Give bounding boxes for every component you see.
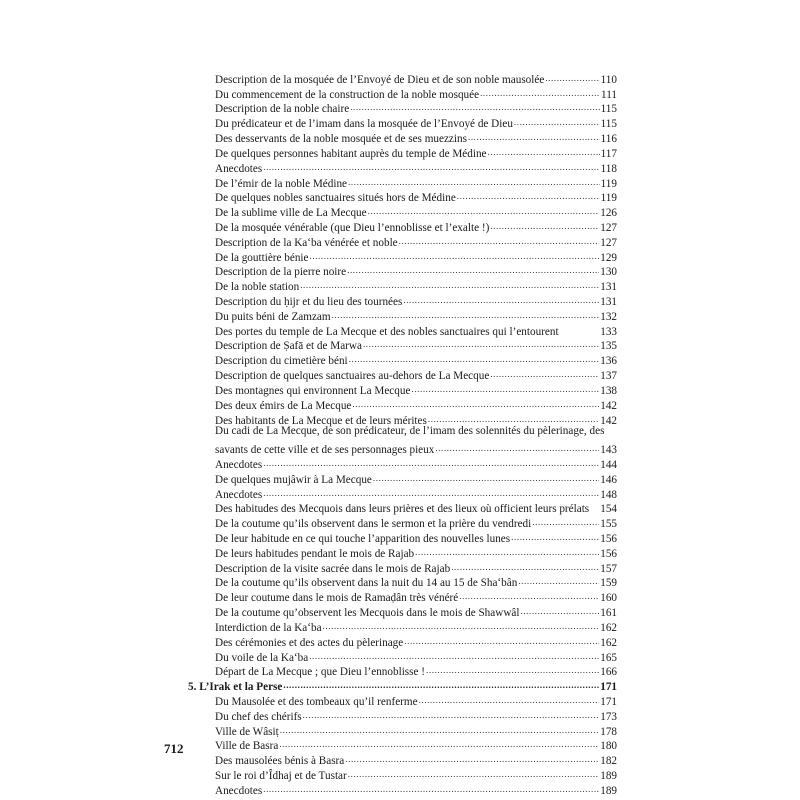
toc-entry-page: 131 xyxy=(600,296,617,308)
toc-entry-title: De la coutume qu’ils observent dans la nuit du 14 au 15 de Sha‘bân xyxy=(215,577,518,590)
toc-entry-title: Départ de La Mecque ; que Dieu l’ennoblisse ! xyxy=(215,666,426,679)
toc-entry-title: Des deux émirs de La Mecque xyxy=(215,399,352,412)
toc-entry-page: 142 xyxy=(600,399,617,412)
toc-entry-page: 161 xyxy=(600,607,617,620)
leader-dots xyxy=(428,409,599,424)
toc-entry-title: Description de la visite sacrée dans le mois de Rajab xyxy=(215,562,451,575)
leader-dots xyxy=(263,779,599,794)
leader-dots xyxy=(348,764,599,779)
toc-entry-page: 182 xyxy=(600,755,617,768)
toc-entry-page: 144 xyxy=(600,458,617,471)
toc-entry-title: Du chef des chérifs xyxy=(215,710,302,723)
leader-dots xyxy=(347,261,599,276)
toc-entry-page: 189 xyxy=(600,784,617,797)
toc-entry-page: 173 xyxy=(600,710,617,723)
toc-entry-title: Des desservants de la noble mosquée et de ses muezzins xyxy=(215,133,467,146)
leader-dots xyxy=(451,557,599,572)
toc-entry-page: 156 xyxy=(600,547,617,560)
toc-entry-title: Sur le roi d’Îdhaj et de Tustar xyxy=(215,770,347,782)
toc-entry-page: 132 xyxy=(600,310,617,323)
leader-dots xyxy=(520,601,599,616)
toc-entry-page: 146 xyxy=(600,473,617,486)
leader-dots xyxy=(514,112,600,127)
toc-entry-title: Interdiction de la Ka‘ba xyxy=(215,621,322,634)
leader-dots xyxy=(518,572,599,587)
leader-dots xyxy=(457,187,600,202)
toc-entry-page: 189 xyxy=(600,770,617,782)
toc-entry-page: 115 xyxy=(600,118,617,131)
toc-section-title: 5. L’Irak et la Perse xyxy=(188,681,283,694)
toc-entry-page: 117 xyxy=(600,147,617,160)
toc-entry-title: Des montagnes qui environnent La Mecque xyxy=(215,384,411,397)
toc-entry-title: De quelques mujâwir à La Mecque xyxy=(215,473,372,486)
toc-entry-title: Des habitudes des Mecquois dans leurs prières et des lieux où officient leurs prélats xyxy=(215,503,590,516)
leader-dots xyxy=(459,586,599,601)
leader-dots xyxy=(532,512,599,527)
toc-entry-page: 127 xyxy=(600,236,617,249)
leader-dots xyxy=(468,127,600,142)
leader-dots xyxy=(348,172,600,187)
toc-entry-page: 111 xyxy=(601,88,617,101)
leader-dots xyxy=(303,705,600,720)
toc-entry-page: 127 xyxy=(600,221,617,234)
toc-entry-title: Anecdotes xyxy=(215,488,263,501)
toc-entry-page: 133 xyxy=(600,325,617,338)
toc-entry-page: 130 xyxy=(600,266,617,279)
leader-dots xyxy=(480,83,600,98)
toc-entry-page: 119 xyxy=(600,177,617,190)
leader-dots xyxy=(300,275,599,290)
toc-entry-page: 171 xyxy=(600,695,617,708)
leader-dots xyxy=(399,231,600,246)
toc-entry-page: 180 xyxy=(600,740,617,753)
leader-dots xyxy=(349,349,600,364)
toc-entry-title: De leur habitude en ce qui touche l’apparition des nouvelles lunes xyxy=(215,533,511,545)
toc-entry-page: 119 xyxy=(600,192,617,205)
toc-entry-title: De quelques personnes habitant auprès du temple de Médine xyxy=(215,147,487,160)
leader-dots xyxy=(350,98,599,113)
toc-entry-title: Description de Ṣafā et de Marwa xyxy=(215,340,362,353)
toc-entry-page: 166 xyxy=(600,666,617,679)
toc-entry-title: Des mausolées bénis à Basra xyxy=(215,755,345,768)
leader-dots xyxy=(373,468,599,483)
toc-entry-page: 160 xyxy=(600,592,617,605)
toc-entry-title: Description de la pierre noire xyxy=(215,266,347,279)
leader-dots xyxy=(404,631,599,646)
leader-dots xyxy=(263,453,599,468)
toc-entry-wrapped xyxy=(188,424,617,457)
toc-entry-title: Des habitants de La Mecque et de leurs mérites xyxy=(215,414,427,427)
leader-dots xyxy=(309,646,599,661)
leader-dots xyxy=(419,690,600,705)
toc-entry-title: De l’émir de la noble Médine xyxy=(215,177,348,190)
leader-dots xyxy=(490,364,599,379)
toc-entry-page: 131 xyxy=(600,281,617,294)
leader-dots xyxy=(279,735,599,750)
toc-entry-page: 142 xyxy=(600,414,617,427)
toc-entry-page: 110 xyxy=(600,73,617,86)
toc-entry-title: De leurs habitudes pendant le mois de Rajab xyxy=(215,547,415,560)
toc-entry-title: Anecdotes xyxy=(215,162,263,175)
leader-dots xyxy=(488,142,600,157)
page-number: 712 xyxy=(164,741,184,756)
leader-dots xyxy=(426,661,599,676)
leader-dots xyxy=(310,246,600,261)
toc-entry-title: Description de la noble chaire xyxy=(215,103,350,116)
toc-entry-page: 165 xyxy=(600,651,617,664)
toc-entry-title: Des portes du temple de La Mecque et des nobles sanctuaires qui l’entourent xyxy=(215,325,559,338)
toc-entry-title: Du puits béni de Zamzam xyxy=(215,310,331,323)
toc-entry-page: 136 xyxy=(600,355,617,368)
toc-entry-title-line1: Du cadi de La Mecque, de son prédicateur, de l’imam des solennités du pèlerinage, des xyxy=(215,424,605,437)
toc-entry-page: 154 xyxy=(600,503,617,516)
leader-dots xyxy=(280,720,599,735)
toc-entry-title: De la sublime ville de La Mecque xyxy=(215,207,367,220)
toc-entry-title: De leur coutume dans le mois de Ramaḍân très vénéré xyxy=(215,592,459,605)
leader-dots xyxy=(490,216,599,231)
toc-entry-title: Du Mausolée et des tombeaux qu’il renferme xyxy=(215,695,418,708)
toc-entry-page: 126 xyxy=(600,207,617,220)
leader-dots xyxy=(511,527,599,542)
toc-entry-title: Anecdotes xyxy=(215,784,263,797)
toc-entry-page: 148 xyxy=(600,488,617,501)
toc-entry-title: Anecdotes xyxy=(215,458,263,471)
leader-dots xyxy=(345,749,599,764)
toc-entry-title: Description de la mosquée de l’Envoyé de Dieu et de son noble mausolée xyxy=(215,73,545,86)
leader-dots xyxy=(332,305,600,320)
toc-entry-page: 137 xyxy=(600,370,617,383)
toc-entry-page: 162 xyxy=(600,621,617,634)
toc-entry-title: De la noble station xyxy=(215,281,300,294)
table-of-contents xyxy=(188,68,617,797)
leader-dots xyxy=(352,394,599,409)
toc-entry-title: De quelques nobles sanctuaires situés hors de Médine xyxy=(215,192,456,205)
toc-entry-page: 155 xyxy=(600,518,617,531)
toc-entry-page: 178 xyxy=(600,725,617,738)
leader-dots xyxy=(435,438,599,453)
toc-entry-line2 xyxy=(215,438,617,457)
toc-entry-page: 157 xyxy=(600,562,617,575)
toc-section-page: 171 xyxy=(600,681,617,694)
leader-dots xyxy=(411,379,599,394)
toc-entry-page: 116 xyxy=(600,133,617,146)
toc-entry-title: Description de la Ka‘ba vénérée et noble xyxy=(215,236,398,249)
toc-entry xyxy=(188,68,617,86)
toc-entry-page: 159 xyxy=(600,577,617,590)
toc-entry-title: Description du cimetière béni xyxy=(215,355,348,368)
toc-entry-page: 118 xyxy=(600,162,617,175)
leader-dots xyxy=(368,201,600,216)
leader-dots xyxy=(403,290,599,305)
toc-entry-title: De la mosquée vénérable (que Dieu l’ennoblisse et l’exalte !) xyxy=(215,221,490,234)
leader-dots xyxy=(263,483,599,498)
toc-entry-title: Description du ḥijr et du lieu des tournées xyxy=(215,296,403,308)
leader-dots xyxy=(363,335,599,350)
toc-entry-title: Description de quelques sanctuaires au-dehors de La Mecque xyxy=(215,370,490,383)
toc-entry-title: Du voile de la Ka‘ba xyxy=(215,651,309,664)
toc-entry-title: De la gouttière bénie xyxy=(215,251,309,264)
leader-dots xyxy=(323,616,600,631)
leader-dots xyxy=(283,675,599,690)
toc-entry-title: Du commencement de la construction de la noble mosquée xyxy=(215,88,480,101)
toc-entry-title: Ville de Wâsiṭ xyxy=(215,725,279,738)
toc-entry-title: De la coutume qu’ils observent dans le sermon et la prière du vendredi xyxy=(215,518,532,531)
toc-entry-page: 135 xyxy=(600,340,617,353)
toc-entry-page: 115 xyxy=(600,103,617,116)
toc-entry-title: Du prédicateur et de l’imam dans la mosquée de l’Envoyé de Dieu xyxy=(215,118,513,131)
leader-dots xyxy=(415,542,599,557)
toc-entry-page: 129 xyxy=(600,251,617,264)
toc-entry-page: 138 xyxy=(600,384,617,397)
toc-entry-title: Des cérémonies et des actes du pèlerinage xyxy=(215,636,404,649)
toc-entry-page: 156 xyxy=(600,533,617,545)
toc-entry-page: 143 xyxy=(600,444,617,457)
toc-entry-title-line2: savants de cette ville et de ses personnages pieux xyxy=(215,444,435,457)
leader-dots xyxy=(545,68,599,83)
toc-entry-title: De la coutume qu’observent les Mecquois dans le mois de Shawwâl xyxy=(215,607,520,620)
toc-entry-page: 162 xyxy=(600,636,617,649)
toc-entry-title: Ville de Basra xyxy=(215,740,279,753)
leader-dots xyxy=(263,157,599,172)
